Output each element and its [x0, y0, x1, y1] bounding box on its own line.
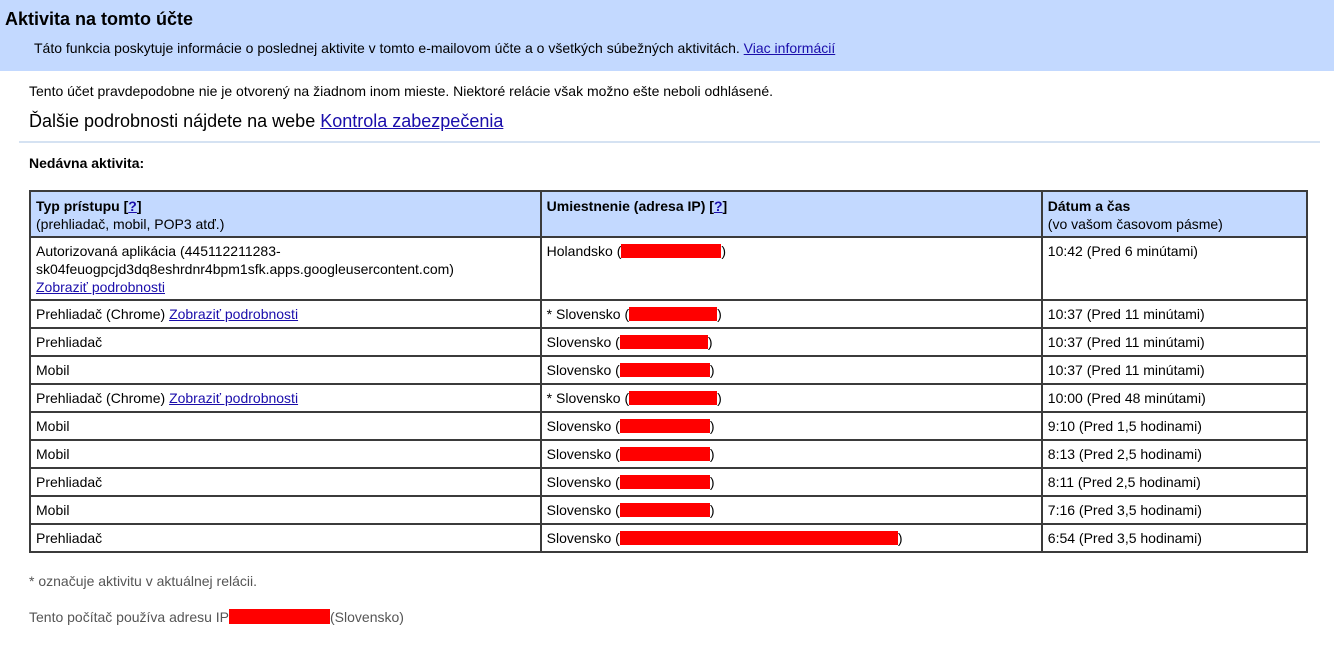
location-suffix: ): [709, 474, 715, 490]
cell-location: [541, 237, 1042, 300]
table-row: [30, 496, 1307, 524]
access-type-text: Mobil: [36, 362, 70, 378]
cell-datetime: 10:37 (Pred 11 minútami): [1042, 356, 1307, 384]
location-suffix: ): [709, 418, 715, 434]
ip-prefix: Tento počítač používa adresu IP: [29, 609, 230, 625]
ip-suffix: (Slovensko): [330, 609, 404, 625]
location-text: Slovensko (: [546, 502, 620, 518]
cell-location: [541, 524, 1042, 552]
redacted-ip: [620, 447, 710, 461]
activity-section: [0, 154, 1334, 626]
redacted-ip: [620, 335, 708, 349]
show-details-link[interactable]: Zobraziť podrobnosti: [169, 390, 299, 406]
cell-datetime: 10:00 (Pred 48 minútami): [1042, 384, 1307, 412]
cell-location: [541, 384, 1042, 412]
redacted-ip: [229, 609, 330, 624]
cell-datetime: 9:10 (Pred 1,5 hodinami): [1042, 412, 1307, 440]
redacted-ip: [620, 503, 710, 517]
cell-access-type: [30, 384, 541, 412]
table-row: [30, 412, 1307, 440]
location-text: Slovensko (: [546, 362, 620, 378]
location-text: Slovensko (: [546, 474, 620, 490]
location-text: Holandsko (: [546, 243, 622, 259]
cell-access-type: [30, 440, 541, 468]
table-row: [30, 524, 1307, 552]
cell-datetime: 6:54 (Pred 3,5 hodinami): [1042, 524, 1307, 552]
redacted-ip: [620, 475, 710, 489]
access-type-text: Prehliadač: [36, 474, 103, 490]
location-text: * Slovensko (: [546, 306, 630, 322]
location-suffix: ): [709, 502, 715, 518]
location-suffix: ): [717, 306, 722, 322]
cell-access-type: [30, 412, 541, 440]
header-title-end: ]: [136, 198, 142, 214]
header-description: [0, 39, 1334, 57]
header-title: Typ prístupu [: [36, 198, 129, 214]
footnote: * označuje aktivitu v aktuálnej relácii.: [29, 573, 258, 589]
table-row: [30, 300, 1307, 328]
cell-access-type: [30, 496, 541, 524]
access-type-text: Prehliadač (Chrome): [36, 390, 166, 406]
activity-table: [29, 190, 1308, 553]
access-type-text: Prehliadač: [36, 334, 103, 350]
security-prefix: Ďalšie podrobnosti nájdete na webe: [29, 111, 316, 131]
location-suffix: ): [717, 390, 722, 406]
divider: [19, 141, 1320, 143]
table-row: [30, 356, 1307, 384]
page-title: Aktivita na tomto účte: [5, 9, 194, 29]
location-text: * Slovensko (: [546, 390, 630, 406]
location-suffix: ): [707, 334, 713, 350]
cell-datetime: 8:11 (Pred 2,5 hodinami): [1042, 468, 1307, 496]
recent-activity-label: Nedávna aktivita:: [29, 155, 145, 171]
cell-location: [541, 440, 1042, 468]
header-title-end: ]: [722, 198, 728, 214]
header-location: [541, 191, 1042, 237]
header-access-type: [30, 191, 541, 237]
location-suffix: ): [721, 243, 727, 259]
cell-access-type: [30, 237, 541, 300]
location-text: Slovensko (: [546, 334, 620, 350]
more-info-link[interactable]: Viac informácií: [743, 40, 836, 56]
redacted-ip: [621, 244, 721, 258]
cell-access-type: [30, 468, 541, 496]
cell-datetime: 8:13 (Pred 2,5 hodinami): [1042, 440, 1307, 468]
location-suffix: ): [709, 446, 715, 462]
table-row: [30, 468, 1307, 496]
redacted-ip: [620, 363, 710, 377]
cell-access-type: [30, 356, 541, 384]
access-type-text: Autorizovaná aplikácia (445112211283-sk04feuogpcjd3dq8eshrdnr4bpm1sfk.apps.googleusercontent.com): [36, 243, 454, 277]
location-text: Slovensko (: [546, 446, 620, 462]
access-type-text: Mobil: [36, 446, 70, 462]
table-header-row: [30, 191, 1307, 237]
cell-location: [541, 300, 1042, 328]
redacted-ip: [629, 307, 717, 321]
redacted-ip: [620, 419, 710, 433]
cell-location: [541, 328, 1042, 356]
table-row: [30, 237, 1307, 300]
show-details-link[interactable]: Zobraziť podrobnosti: [169, 306, 299, 322]
location-suffix: ): [709, 362, 715, 378]
description-text: Táto funkcia poskytuje informácie o poslednej aktivite v tomto e-mailovom účte a o všetkých súbežných aktivitách.: [34, 40, 740, 56]
cell-location: [541, 496, 1042, 524]
cell-access-type: [30, 524, 541, 552]
security-checkup-link[interactable]: Kontrola zabezpečenia: [320, 111, 504, 131]
location-text: Slovensko (: [546, 530, 620, 546]
cell-location: [541, 356, 1042, 384]
header-title: Umiestnenie (adresa IP) [: [546, 198, 714, 214]
main-content: [0, 82, 1334, 132]
table-row: [30, 440, 1307, 468]
header-sub: (vo vašom časovom pásme): [1047, 216, 1223, 232]
access-type-text: Prehliadač: [36, 530, 103, 546]
access-type-text: Mobil: [36, 502, 70, 518]
redacted-ip: [620, 531, 898, 545]
cell-datetime: 7:16 (Pred 3,5 hodinami): [1042, 496, 1307, 524]
cell-location: [541, 412, 1042, 440]
table-row: [30, 384, 1307, 412]
page-header: [0, 0, 1334, 71]
current-ip-line: [29, 608, 1334, 626]
cell-datetime: 10:37 (Pred 11 minútami): [1042, 300, 1307, 328]
location-text: Slovensko (: [546, 418, 620, 434]
cell-access-type: [30, 300, 541, 328]
table-row: [30, 328, 1307, 356]
show-details-link[interactable]: Zobraziť podrobnosti: [36, 279, 165, 295]
status-text: Tento účet pravdepodobne nie je otvorený na žiadnom inom mieste. Niektoré relácie však možno ešte neboli odhlásené.: [29, 83, 773, 99]
cell-datetime: 10:42 (Pred 6 minútami): [1042, 237, 1307, 300]
access-type-text: Mobil: [36, 418, 70, 434]
cell-location: [541, 468, 1042, 496]
header-title: Dátum a čas: [1047, 198, 1131, 214]
access-type-text: Prehliadač (Chrome): [36, 306, 166, 322]
header-datetime: [1042, 191, 1307, 237]
security-checkup-line: [29, 110, 1334, 132]
header-sub: (prehliadač, mobil, POP3 atď.): [36, 216, 225, 232]
redacted-ip: [629, 391, 717, 405]
help-link[interactable]: ?: [713, 198, 723, 214]
location-suffix: ): [897, 530, 903, 546]
help-link[interactable]: ?: [128, 198, 137, 214]
cell-datetime: 10:37 (Pred 11 minútami): [1042, 328, 1307, 356]
cell-access-type: [30, 328, 541, 356]
